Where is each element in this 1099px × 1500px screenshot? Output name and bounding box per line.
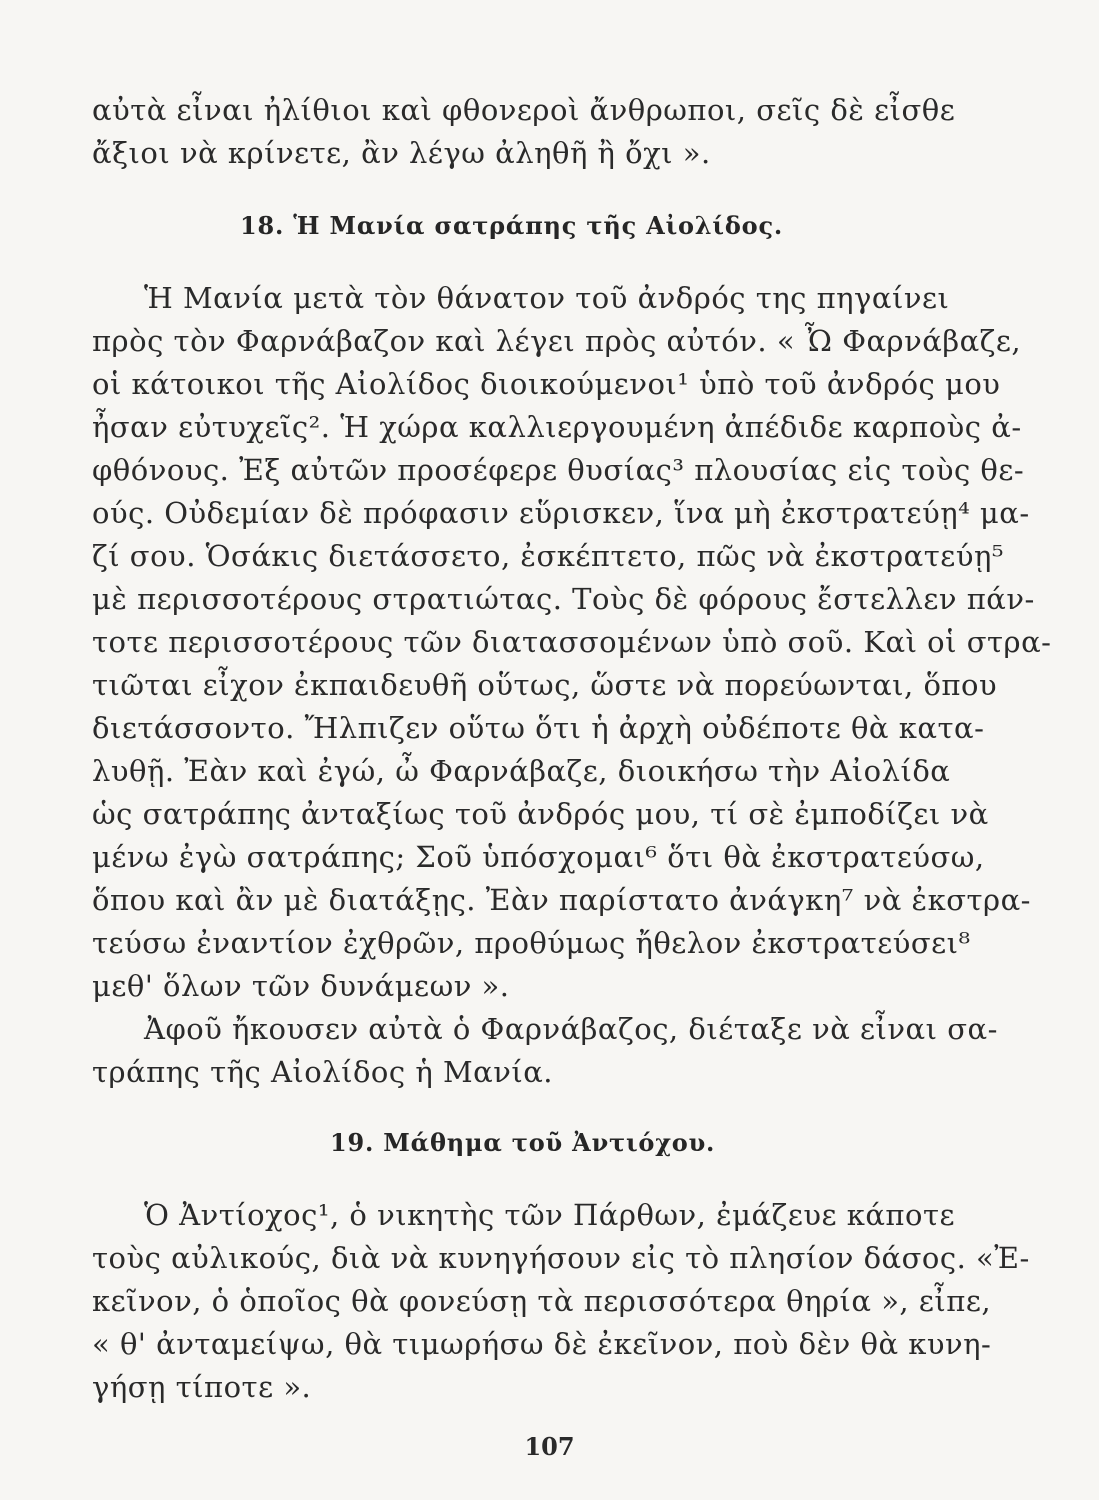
text-line: κεῖνον, ὁ ὁποῖος θὰ φονεύσῃ τὰ περισσότερα θηρία », εἶπε, [92,1284,992,1318]
text-line: Ἡ Μανία μετὰ τὸν θάνατον τοῦ ἀνδρός της πηγαίνει [144,281,950,315]
text-line: ούς. Οὐδεμίαν δὲ πρόφασιν εὕρισκεν, ἵνα μὴ ἐκστρατεύῃ⁴ μα- [92,496,1030,530]
text-line: ὡς σατράπης ἀνταξίως τοῦ ἀνδρός μου, τί σὲ ἐμποδίζει νὰ [92,797,989,831]
section-19-heading: 19. Μάθημα τοῦ Ἀντιόχου. [330,1128,716,1157]
text-line: τοὺς αὐλικούς, διὰ νὰ κυνηγήσουν εἰς τὸ πλησίον δάσος. «Ἐ- [92,1241,1030,1275]
text-line: τεύσω ἐναντίον ἐχθρῶν, προθύμως ἤθελον ἐκστρατεύσει⁸ [92,926,971,960]
text-line: Ἀφοῦ ἤκουσεν αὐτὰ ὁ Φαρνάβαζος, διέταξε νὰ εἶναι σα- [144,1012,998,1046]
text-line: « θ' ἀνταμείψω, θὰ τιμωρήσω δὲ ἐκεῖνον, ποὺ δὲν θὰ κυνη- [92,1327,992,1361]
text-line: μεθ' ὅλων τῶν δυνάμεων ». [92,969,510,1003]
text-line: Ὁ Ἀντίοχος¹, ὁ νικητὴς τῶν Πάρθων, ἐμάζευε κάποτε [144,1198,956,1232]
text-line: οἱ κάτοικοι τῆς Αἰολίδος διοικούμενοι¹ ὑπὸ τοῦ ἀνδρός μου [92,367,1001,401]
text-line: τράπης τῆς Αἰολίδος ἡ Μανία. [92,1055,554,1089]
text-line: μένω ἐγὼ σατράπης; Σοῦ ὑπόσχομαι⁶ ὅτι θὰ ἐκστρατεύσω, [92,840,985,874]
text-line: ἦσαν εὐτυχεῖς². Ἡ χώρα καλλιεργουμένη ἀπέδιδε καρποὺς ἀ- [92,410,1022,444]
text-line: τοτε περισσοτέρους τῶν διατασσομένων ὑπὸ σοῦ. Καὶ οἱ στρα- [92,625,1052,659]
text-line: αὐτὰ εἶναι ἠλίθιοι καὶ φθονεροὶ ἄνθρωποι, σεῖς δὲ εἶσθε [92,93,956,127]
text-line: λυθῇ. Ἐὰν καὶ ἐγώ, ὦ Φαρνάβαζε, διοικήσω τὴν Αἰολίδα [92,754,951,788]
text-line: διετάσσοντο. Ἤλπιζεν οὕτω ὅτι ἡ ἀρχὴ οὐδέποτε θὰ κατα- [92,711,985,745]
text-line: ἄξιοι νὰ κρίνετε, ἂν λέγω ἀληθῆ ἢ ὄχι ». [92,136,711,170]
page-number: 107 [524,1432,575,1461]
text-line: ζί σου. Ὁσάκις διετάσσετο, ἐσκέπτετο, πῶς νὰ ἐκστρατεύῃ⁵ [92,539,1004,573]
text-line: γήσῃ τίποτε ». [92,1370,312,1404]
text-line: τιῶται εἶχον ἐκπαιδευθῆ οὕτως, ὥστε νὰ πορεύωνται, ὅπου [92,668,998,702]
text-line: πρὸς τὸν Φαρνάβαζον καὶ λέγει πρὸς αὐτόν. « Ὦ Φαρνάβαζε, [92,324,1022,358]
text-line: μὲ περισσοτέρους στρατιώτας. Τοὺς δὲ φόρους ἔστελλεν πάν- [92,582,1035,616]
text-line: ὅπου καὶ ἂν μὲ διατάξῃς. Ἐὰν παρίστατο ἀνάγκη⁷ νὰ ἐκστρα- [92,883,1031,917]
section-18-heading: 18. Ἡ Μανία σατράπης τῆς Αἰολίδος. [240,211,784,240]
text-line: φθόνους. Ἐξ αὐτῶν προσέφερε θυσίας³ πλουσίας εἰς τοὺς θε- [92,453,1025,487]
